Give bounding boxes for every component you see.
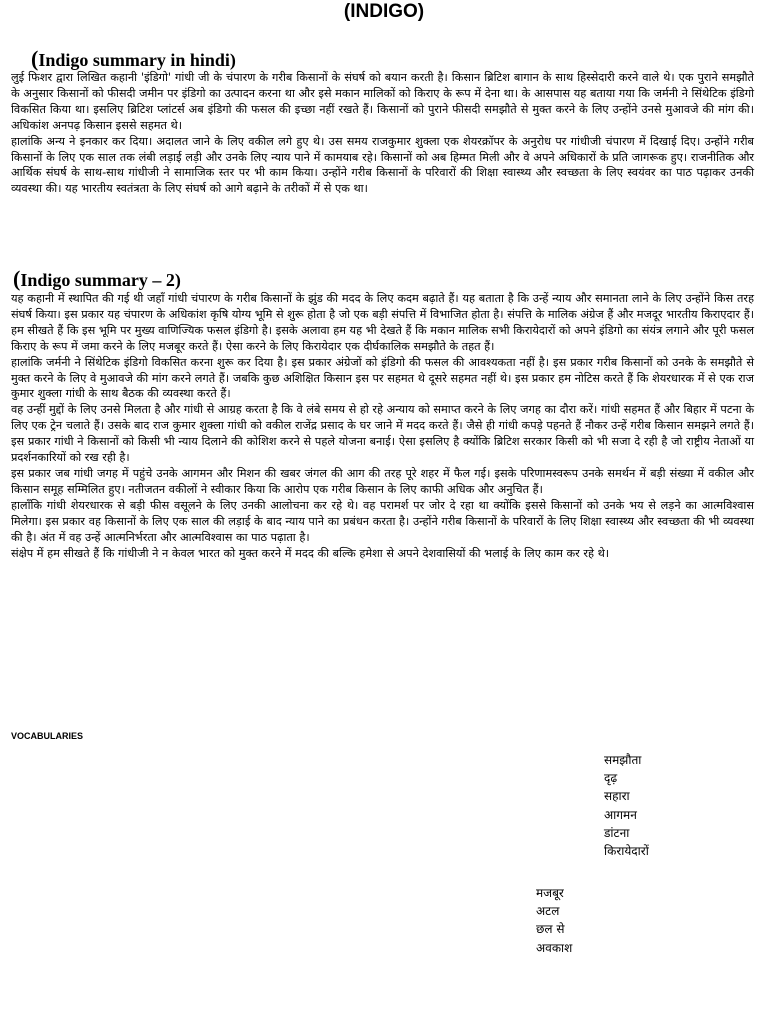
section1-body [11, 70, 754, 197]
section2-paragraph: हालांकि जर्मनी ने सिंथेटिक इंडिगो विकसित करना शुरू कर दिया है। इस प्रकार अंग्रेजों को इंडिगो की फसल की आवश्यकता नहीं है। इस प्रकार गरीब किसानों को उनके के समझौते से मुक्त करने के लिए वे मुआवजे की मांग करने लगते हैं। जबकि कुछ अशिक्षित किसान इस पर सहमत थे दूसरे सहमत नहीं थे। इस प्रकार हम नोटिस करते हैं कि शेयरधारक में से एक राज कुमार शुक्ला गांधी के साथ बैठक की व्यवस्था करते हैं। [11, 355, 754, 401]
section1-heading [31, 46, 236, 72]
section2-heading [13, 266, 181, 292]
section2-paragraph: इस प्रकार जब गांधी जगह में पहुंचे उनके आगमन और मिशन की खबर जंगल की आग की तरह पूरे शहर में फैल गई। इसके परिणामस्वरूप उनके समर्थन में बड़ी संख्या में वकील और किसान समूह सम्मिलित हुए। नतीजतन वकीलों ने स्वीकार किया कि आरोप एक गरीब किसान के लिए काफी अधिक और अनुचित हैं। [11, 466, 754, 496]
vocabulary-list-2 [536, 884, 572, 957]
vocabularies-heading: VOCABULARIES [11, 731, 84, 741]
section2-paragraph: यह कहानी में स्थापित की गई थी जहाँ गांधी चंपारण के गरीब किसानों के झुंड की मदद के लिए कदम बढ़ाते हैं। यह बताता है कि उन्हें न्याय और समानता लाने के लिए उन्होंने किस तरह संघर्ष किया। इस प्रकार यह चंपारण के अधिकांश कृषि योग्य भूमि से शुरू होता है जो एक बड़ी संपत्ति में विभाजित होता है। संपत्ति के मालिक अंग्रेज हैं और मजदूर भारतीय किराएदार हैं। हम सीखते हैं कि इस भूमि पर मुख्य वाणिज्यिक फसल इंडिगो है। इसके अलावा हम यह भी देखते हैं कि मकान मालिक सभी किरायेदारों को अपने इंडिगो का संयंत्र लगाने और पूरी फसल किराए के रूप में जमा करने के लिए मजबूर करते हैं। ऐसा करने के लिए किरायेदार एक दीर्घकालिक समझौते के तहत हैं। [11, 292, 754, 353]
section2-paragraph: वह उन्हीं मुद्दों के लिए उनसे मिलता है और गांधी से आग्रह करता है कि वे लंबे समय से हो रहे अन्याय को समाप्त करने के लिए जगह का दौरा करें। गांधी सहमत हैं और बिहार में पटना के लिए एक ट्रेन चलाते हैं। उसके बाद राज कुमार शुक्ला गांधी को वकील राजेंद्र प्रसाद के घर जाने में मदद करते हैं। जैसे ही गांधी कपड़े पहनते हैं नौकर उन्हें गरीब किसान समझने लगते हैं। इस प्रकार गांधी ने किसानों को किसी भी न्याय दिलाने की कोशिश करने से पहले योजना बनाई। ऐसा इसलिए है क्योंकि ब्रिटिश सरकार किसी को भी सजा दे रही है जो राष्ट्रीय नेताओं या प्रदर्शनकारियों को रख रही है। [11, 403, 754, 465]
vocabulary-word: अवकाश [536, 940, 573, 955]
vocabulary-word: किरायेदारों [604, 844, 649, 859]
vocabulary-word: समझौता [604, 753, 642, 767]
vocabulary-word: डांटना [604, 825, 630, 840]
vocabulary-word: आगमन [604, 807, 637, 822]
vocabulary-word: छल से [536, 922, 565, 937]
page-title: (INDIGO) [343, 1, 425, 22]
section1-heading-text: Indigo summary in hindi) [38, 50, 236, 70]
vocabulary-list-1 [604, 751, 649, 860]
vocabulary-word: सहारा [604, 789, 630, 804]
vocabulary-word: मजबूर [536, 886, 564, 900]
section1-heading-paren: ( [31, 46, 39, 71]
vocabulary-word: अटल [536, 904, 560, 919]
section2-paragraph: हालाँकि गांधी शेयरधारक से बड़ी फीस वसूलने के लिए उनकी आलोचना कर रहे थे। वह परामर्श पर जोर दे रहा था क्योंकि इससे किसानों को उनके भय से लड़ने का आत्मविश्वास मिलेगा। इस प्रकार वह किसानों के लिए एक साल की लड़ाई के बाद न्याय पाने का प्रबंधन करता है। उन्होंने गरीब किसानों के परिवारों के लिए शिक्षा स्वास्थ्य और स्वच्छता की भी व्यवस्था की है। अंत में वह उन्हें आत्मनिर्भरता और आत्मविश्वास का पाठ पढ़ाता है। [11, 498, 754, 544]
section2-heading-text: Indigo summary – 2) [20, 270, 181, 290]
section1-paragraph: हालांकि अन्य ने इनकार कर दिया। अदालत जाने के लिए वकील लगे हुए थे। उस समय राजकुमार शुक्ला एक शेयरक्रॉपर के अनुरोध पर गांधीजी चंपारण में दिखाई दिए। उन्होंने गरीब किसानों के लिए एक साल तक लंबी लड़ाई लड़ी और उनके लिए न्याय पाने में कामयाब रहे। किसानों को अब हिम्मत मिली और वे अपने अधिकारों के प्रति जागरूक हुए। राजनीतिक और आर्थिक संघर्ष के साथ-साथ गांधीजी ने सामाजिक स्तर पर भी काम किया। उन्होंने गरीब किसानों के परिवारों की शिक्षा स्वास्थ्य और स्वच्छता के लिए स्वयंवर का पाठ पढ़ाकर उनकी व्यवस्था की। यह भारतीय स्वतंत्रता के लिए संघर्ष को आगे बढ़ाने के तरीकों में से एक था। [11, 134, 754, 196]
section2-paragraph: संक्षेप में हम सीखते हैं कि गांधीजी ने न केवल भारत को मुक्त करने में मदद की बल्कि हमेशा से अपने देशवासियों की भलाई के लिए काम कर रहे थे। [11, 546, 610, 560]
section2-body [11, 291, 754, 561]
vocabulary-word: दृढ़ [604, 771, 618, 786]
section2-heading-paren: ( [13, 266, 21, 291]
section1-paragraph: लुई फिशर द्वारा लिखित कहानी 'इंडिगो' गांधी जी के चंपारण के गरीब किसानों के संघर्ष को बयान करती है। किसान ब्रिटिश बागान के साथ हिस्सेदारी करने वाले थे। एक पुराने समझौते के अनुसार किसानों को फीसदी जमीन पर इंडिगो का उत्पादन करना था और इसे मकान मालिकों को किराए के रूप में देना था। के आसपास यह बताया गया कि जर्मनी ने सिंथेटिक इंडिगो विकसित किया था। इसलिए ब्रिटिश प्लांटर्स अब इंडिगो की फसल की इच्छा नहीं रखते हैं। किसानों को पुराने फीसदी समझौते से मुक्त करने के लिए उन्होंने उनसे मुआवजे की मांग की। अधिकांश अनपढ़ किसान इससे सहमत थे। [11, 71, 754, 132]
